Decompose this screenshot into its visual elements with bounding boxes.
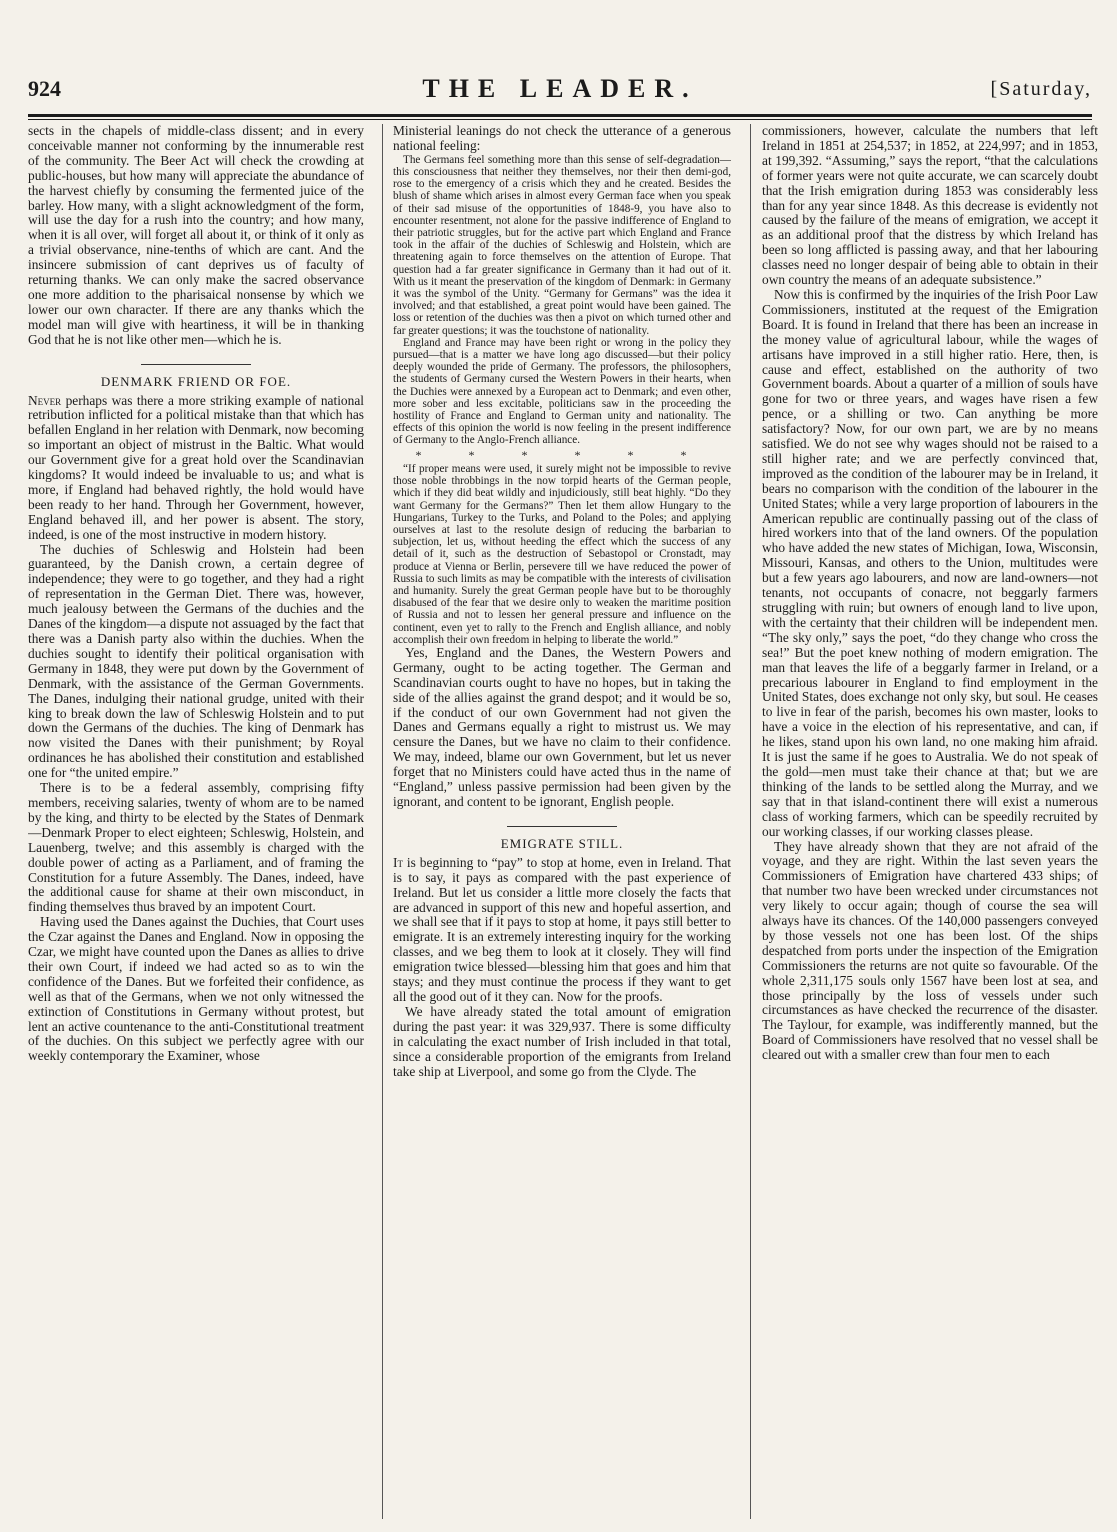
quoted-extract bbox=[393, 154, 731, 646]
paragraph-text: perhaps was there a more striking example of national retribution inflicted for a political mistake than that which has befallen England in her relation with Denmark, now becoming so important an object of mistrust in the Baltic. What would our Government give for a great hold over the Scandinavian kingdoms? It would indeed be invaluable to us; and what is more, if England had behaved rightly, the hold would have been ready to her hand. Through her Government, however, England behaved ill, and her power is absent. The story, indeed, is one of the most instructive in modern history. bbox=[28, 392, 364, 542]
paragraph bbox=[393, 856, 731, 1005]
paragraph bbox=[28, 394, 364, 543]
column-3 bbox=[762, 124, 1098, 1519]
lead-word: Never bbox=[28, 392, 62, 408]
paragraph: sects in the chapels of middle-class dissent; and in every conceivable manner not conforming by the innumerable rest of the community. The Beer Act will check the crowding at public-houses, but how many will appreciate the abundance of the harvest chiefly by consuming the fermented juice of the barley. How many, with a slight acknowledgment of the form, will use the day for a rush into the country; and how many, when it is all over, will forget all about it, or think of it only as a trivial observance, nine-tenths of which are cant. And the insincere submission of cant deprives us of faculty of returning thanks. We can only make the sacred observance one more addition to the pharisaical nonsense by which we lower our own character. If there are any thanks which the model man will give with heartiness, it will be in thanking God that he is not like other men—which he is. bbox=[28, 124, 364, 347]
article-heading-denmark: DENMARK FRIEND OR FOE. bbox=[100, 373, 292, 389]
masthead bbox=[28, 72, 1092, 112]
paragraph: The duchies of Schleswig and Holstein had been guaranteed, by the Danish crown, a certain degree of independence; they were to go together, and they had a right of representation in the German Diet. There was, however, much jealousy between the Germans of the duchies and the Danes of the kingdom—a dispute not assuaged by the fact that there was a Danish party also within the duchies. When the duchies sought to identify their political organisation with Germany in 1848, they were put down by the Government of Denmark, with the assistance of the German Governments. The Danes, indulging their national grudge, united with their king to break down the law of Schleswig Holstein and to put down the Germans of the duchies. The king of Denmark has now visited the Danes with their punishment; by Royal ordinances he has abolished their constitution and established one for “the united empire.” bbox=[28, 541, 364, 781]
asterism: * * * * * * bbox=[415, 447, 709, 462]
paragraph: Yes, England and the Danes, the Western Powers and Germany, ought to be acting together. The German and Scandinavian courts ought to have no hopes, but in taking the side of the allies against the grand despot; and it would be so, if the conduct of our own Government had not given the Danes and Germans equally a right to mistrust us. We may censure the Danes, but we have no claim to their confidence. We may, indeed, blame our own Government, but let us never forget that no Ministers could have acted thus in the name of “England,” unless passive permission had been given by the ignorant, and content to be ignorant, English people. bbox=[393, 644, 731, 809]
quote-paragraph: “If proper means were used, it surely might not be impossible to revive those noble throbbings in the now torpid hearts of the German people, which if they did beat wildly and injudiciously, still beat highly. “Do they want Germany for the Germans?” Then let them allow Hungary to the Hungarians, Turkey to the Turks, and Poland to the Poles; and applying ourselves at last to the resolute design of reducing the barbarian to subjection, let us, without heeding the effect which the success of any detail of it, such as the destruction of Sebastopol or Cronstadt, may produce at Vienna or Berlin, persevere till we have reduced the power of Russia to such limits as may be compatible with the interests of civilisation and humanity. Surely the great German people have but to be thoroughly disabused of the fear that we desire only to weaken the maritime position of Russia and not to lessen her general pressure and influence on the continent, even yet to rally to the French and English alliance, and nobly accomplish their own freedom in helping to liberate the world.” bbox=[393, 462, 731, 646]
article-heading-emigrate: EMIGRATE STILL. bbox=[500, 835, 624, 851]
paragraph: There is to be a federal assembly, comprising fifty members, receiving salaries, twenty of whom are to be named by the king, and thirty to be elected by the States of Denmark—Denmark Proper to elect eighteen; Schleswig, Holstein, and Lauenberg, twelve; and this assembly is charged with the double power of acting as a Parliament, and of framing the Constitution for a future Assembly. The Danes, indeed, have the additional cause for shame at their own misconduct, in finding themselves thus braved by an impotent Court. bbox=[28, 780, 364, 915]
header-rule-thin bbox=[28, 119, 1092, 120]
paragraph: They have already shown that they are not afraid of the voyage, and they are right. Within the last seven years the Commissioners of Emigration have chartered 433 ships; of that number two have been wrecked under circumstances not very likely to occur again; though of course the sea will always have its chances. Of the 140,000 passengers conveyed by those vessels not one has been lost. Of the ships despatched from ports under the inspection of the Emigration Commissioners the returns are not quite so favourable. Of the whole 2,311,175 souls only 1567 have been lost at sea, and those principally by the loss of vessels under such circumstances as have checked the recurrence of the disaster. The Taylour, for example, was indifferently manned, but the Board of Commissioners have resolved that no vessel shall be cleared out with a smaller crew than four men to each bbox=[762, 838, 1098, 1063]
quote-paragraph: England and France may have been right or wrong in the policy they pursued—that is a matter we have long ago discussed—but their policy deeply wounded the pride of Germany. The professors, the philosophers, the students of Germany cursed the Western Powers in their hearts, when the Duchies were annexed by a European act to Denmark; and even other, more sober and less excitable, politicians saw in the proceeding the hostility of France and England to German unity and nationality. The effects of this opinion the world is now feeling in the present indifference of Germany to the Anglo-French alliance. bbox=[393, 336, 731, 447]
section-separator bbox=[507, 826, 617, 827]
column-divider bbox=[382, 124, 383, 1519]
column-1 bbox=[28, 124, 364, 1519]
paragraph: commissioners, however, calculate the numbers that left Ireland in 1851 at 254,537; in 1852, at 224,997; and in 1853, at 199,392. “Assuming,” says the report, “that the calculations of former years were not quite accurate, we can scarcely doubt that the Irish emigration during 1853 was considerably less than for any year since 1848. As this decrease is evidently not caused by the failure of the means of emigration, we accept it as an additional proof that the distress by which Ireland has been so long afflicted is passing away, and that her labouring classes need no longer despair of being able to obtain in their own country the means of an adequate subsistence.” bbox=[762, 124, 1098, 288]
paragraph: We have already stated the total amount of emigration during the past year: it was 329,937. There is some difficulty in calculating the exact number of Irish included in that total, since a considerable proportion of the emigrants from Ireland take ship at Liverpool, and some go from the Clyde. The bbox=[393, 1003, 731, 1079]
paragraph: Having used the Danes against the Duchies, that Court uses the Czar against the Danes and England. Now in opposing the Czar, we might have counted upon the Danes as allies to drive their own Court, if indeed we had acted so as to win the confidence of the Danes. But we forfeited their confidence, as well as that of the Germans, when we not only witnessed the extinction of Constitutions in Germany without protest, but lent an active countenance to the anti-Constitutional treatment of the duchies. On this subject we perfectly agree with our weekly contemporary the Examiner, whose bbox=[28, 914, 364, 1064]
column-divider bbox=[750, 124, 751, 1519]
paragraph-text: is beginning to “pay” to stop at home, even in Ireland. That is to say, it pays as compared with the past experience of Ireland. But let us consider a little more closely the facts that are advanced in support of this new and hopeful assertion, and we shall see that if it pays to stop at home, it pays still better to emigrate. It is an extremely interesting inquiry for the working classes, and we beg them to look at it closely. They will find emigration twice blessed—blessing him that goes and him that stays; and they must continue the process if they want to get all the good out of it they can. Now for the proofs. bbox=[393, 854, 731, 1004]
lead-word: It bbox=[393, 854, 403, 870]
header-rule-thick bbox=[28, 114, 1092, 117]
section-separator bbox=[141, 364, 251, 365]
quote-paragraph: The Germans feel something more than this sense of self-degradation—this consciousness that neither they themselves, nor their then demi-god, rose to the emergency of a crisis which they and he created. Besides the blush of shame which arises in almost every German face when you speak of their sad misuse of the opportunities of 1848-9, you have also to encounter resentment, not alone for the passive indifference of England to their patriotic struggles, but for the active part which England and France took in the affair of the duchies of Schleswig and Holstein, which are threatening again to force themselves on the attention of Europe. That question had a far greater significance in Germany than it had out of it. With us it meant the preservation of the kingdom of Denmark: in Germany it was the symbol of the Unity. “Germany for Germans” was the idea it involved; and that established, a great point would have been gained. The loss or retention of the duchies was then a pivot on which turned other and far greater questions; it was the touchstone of nationality. bbox=[393, 153, 731, 337]
newspaper-title: THE LEADER. bbox=[422, 74, 698, 103]
page-number: 924 bbox=[28, 76, 61, 101]
issue-day: [Saturday, bbox=[990, 78, 1092, 100]
paragraph: Now this is confirmed by the inquiries of the Irish Poor Law Commissioners, instituted at the request of the Emigration Board. It is found in Ireland that there has been an increase in the money value of agricultural labour, while the wages of artisans have improved in a still higher ratio. Here, then, is cause and effect, established on the authority of two Government boards. About a quarter of a million of souls have gone for two or three years, and wages have risen a few pence, or a shilling or two. Can anything be more satisfactory? Now, for our own part, we are by no means satisfied. We do not see why wages should not be raised to a still higher rate; and we are perfectly convinced that, improved as the condition of the labourer may be in Ireland, it bears no comparison with the condition of the labourer in the United States; while a very large proportion of labourers in the American republic are continually passing out of the class of hired workers into that of the land owners. Of the population who have added the new states of Michigan, Iowa, Wisconsin, Missouri, Kansas, and others to the Union, multitudes were but a few years ago labourers, and now are land-owners—not tenants, not occupants of conacre, not beggarly farmers struggling with ruin; but owners of enough land to live upon, with the certainty that their children will be independent men. “The sky only,” says the poet, “do they change who cross the sea!” But the poet knew nothing of modern emigration. The man that leaves the life of a beggarly farmer in Ireland, or a precarious labourer in England to find employment in the United States, does exchange not only sky, but soul. He ceases to live in fear of the parish, becomes his own master, looks to have a voice in the election of his representative, and can, if he likes, stand upon his own land, no one making him afraid. It is just the same if he goes to Australia. We do not speak of the gold—men must take their chance at that; but we are thinking of the lands to be settled along the Murray, and we say that in that island-continent there will exist a numerous class of working farmers, which can be speedily recruited by our working classes, if our working classes please. bbox=[762, 286, 1098, 839]
paragraph: Ministerial leanings do not check the utterance of a generous national feeling: bbox=[393, 124, 731, 153]
column-2 bbox=[393, 124, 731, 1519]
